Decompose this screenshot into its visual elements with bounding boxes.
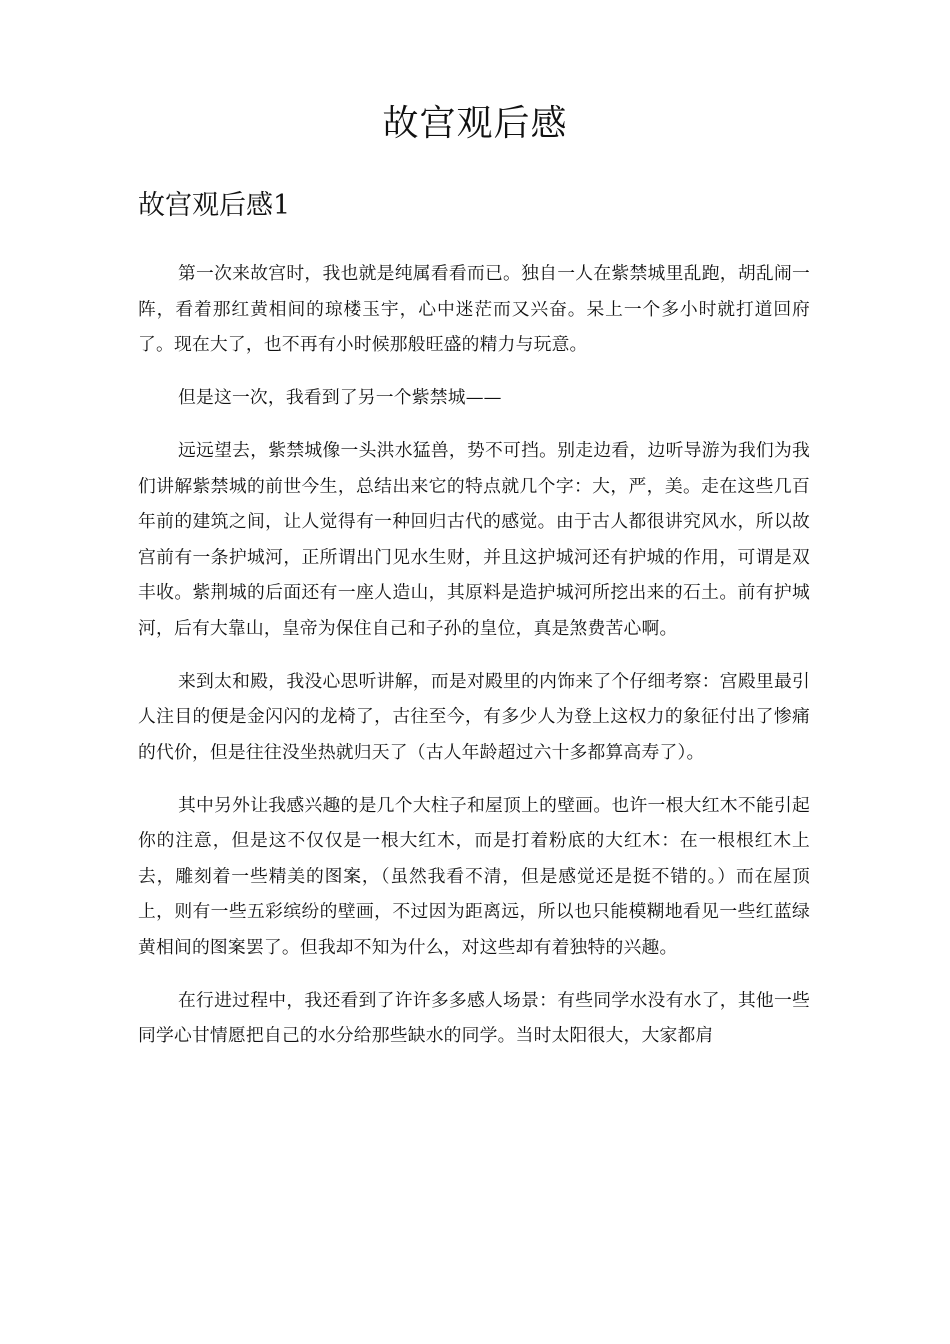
paragraph-5: 其中另外让我感兴趣的是几个大柱子和屋顶上的壁画。也许一根大红木不能引起你的注意，但是这不仅仅是一根大红木，而是打着粉底的大红木：在一根根红木上去，雕刻着一些精美的图案，（虽然我看不清，但是感觉还是挺不错的。）而在屋顶上，则有一些五彩缤纷的壁画，不过因为距离远，所以也只能模糊地看见一些红蓝绿黄相间的图案罢了。但我却不知为什么，对这些却有着独特的兴趣。 — [138, 794, 810, 958]
paragraph-3: 远远望去，紫禁城像一头洪水猛兽，势不可挡。别走边看，边听导游为我们为我们讲解紫禁城的前世今生，总结出来它的特点就几个字：大，严，美。走在这些几百年前的建筑之间，让人觉得有一种回归古代的感觉。由于古人都很讲究风水，所以故宫前有一条护城河，正所谓出门见水生财，并且这护城河还有护城的作用，可谓是双丰收。紫荆城的后面还有一座人造山，其原料是造护城河所挖出来的石土。前有护城河，后有大靠山，皇帝为保住自己和子孙的皇位，真是煞费苦心啊。 — [138, 440, 810, 639]
paragraph-4: 来到太和殿，我没心思听讲解，而是对殿里的内饰来了个仔细考察：宫殿里最引人注目的便是金闪闪的龙椅了，古往至今，有多少人为登上这权力的象征付出了惨痛的代价，但是往往没坐热就归天了（古人年龄超过六十多都算高寿了）。 — [138, 670, 810, 763]
document-title: 故宫观后感 — [382, 103, 568, 144]
paragraph-6: 在行进过程中，我还看到了许许多多感人场景：有些同学水没有水了，其他一些同学心甘情愿把自己的水分给那些缺水的同学。当时太阳很大，大家都肩 — [138, 989, 810, 1046]
document-body — [138, 256, 810, 1071]
paragraph-2: 但是这一次，我看到了另一个紫禁城—— — [178, 387, 502, 408]
section-heading: 故宫观后感1 — [138, 190, 291, 221]
paragraph-1: 第一次来故宫时，我也就是纯属看看而已。独自一人在紫禁城里乱跑，胡乱闹一阵，看着那红黄相间的琼楼玉宇，心中迷茫而又兴奋。呆上一个多小时就打道回府了。现在大了，也不再有小时候那般旺盛的精力与玩意。 — [138, 263, 810, 355]
